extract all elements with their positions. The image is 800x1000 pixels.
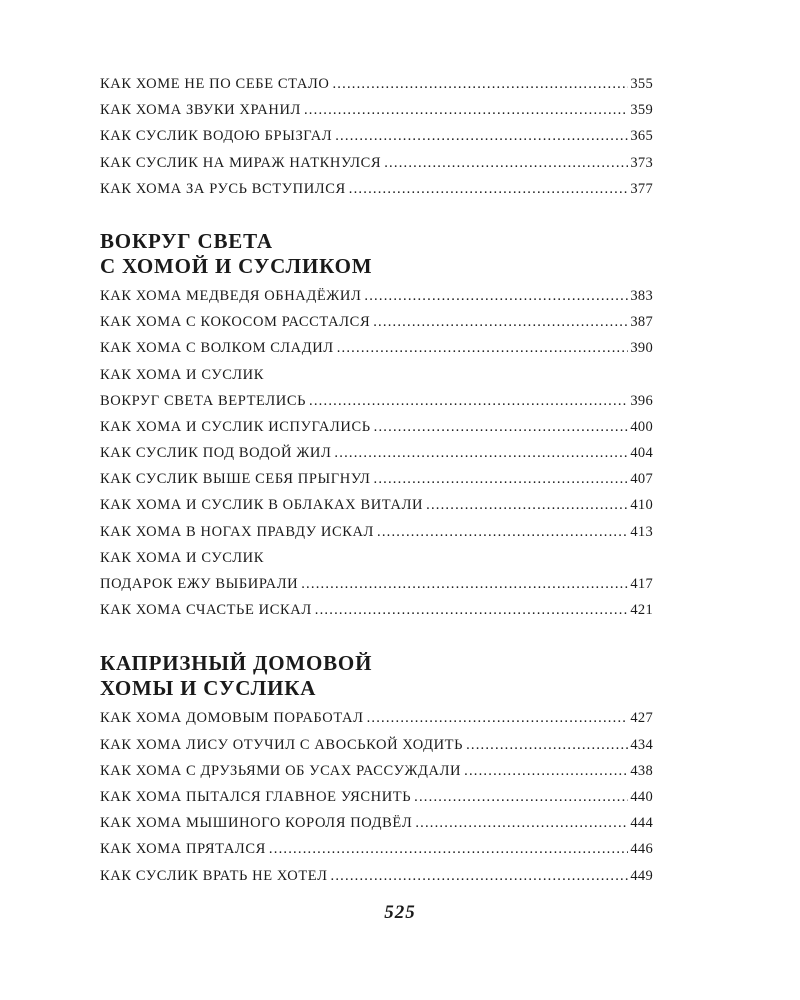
toc-entry-page: 390 <box>630 340 653 357</box>
toc-leader-dots <box>464 763 628 780</box>
toc-entry <box>100 128 653 154</box>
toc-entry-page: 434 <box>630 736 653 753</box>
toc-entry-title: КАК ХОМА ЗА РУСЬ ВСТУПИЛСЯ <box>100 180 346 197</box>
toc-entry-title: КАК СУСЛИК ПОД ВОДОЙ ЖИЛ <box>100 445 332 462</box>
toc-entry <box>100 710 653 736</box>
toc-entry <box>100 181 653 207</box>
toc-entry-page: 396 <box>630 392 653 409</box>
toc-entry-page: 413 <box>630 523 653 540</box>
toc-entry-title: КАК ХОМА СЧАСТЬЕ ИСКАЛ <box>100 602 312 619</box>
toc-entry-continued <box>100 367 653 393</box>
toc-entry-page: 365 <box>630 128 653 145</box>
toc-entry-title: КАК ХОМЕ НЕ ПО СЕБЕ СТАЛО <box>100 76 330 92</box>
toc-entry-page: 427 <box>630 710 653 727</box>
toc-entry-page: 377 <box>630 180 653 197</box>
toc-entry-page: 404 <box>630 445 653 462</box>
toc-entry <box>100 419 653 445</box>
toc-leader-dots <box>269 841 628 858</box>
toc-entry-title: КАК ХОМА И СУСЛИК ИСПУГАЛИСЬ <box>100 418 371 435</box>
toc-leader-dots <box>331 868 629 885</box>
toc-entry <box>100 524 653 550</box>
toc-leader-dots <box>374 419 629 436</box>
toc-entry-title: КАК ХОМА ПРЯТАЛСЯ <box>100 841 266 858</box>
toc-entry-title: ПОДАРОК ЕЖУ ВЫБИРАЛИ <box>100 576 299 592</box>
section-heading <box>100 651 653 701</box>
toc-leader-dots <box>349 181 629 198</box>
toc-entry-title: КАК ХОМА ЗВУКИ ХРАНИЛ <box>100 102 301 119</box>
toc-leader-dots <box>335 128 628 145</box>
toc-leader-dots <box>309 393 628 410</box>
toc-entry <box>100 789 653 815</box>
section-heading-line: ХОМЫ И СУСЛИКА <box>100 676 317 701</box>
table-of-contents <box>100 76 653 894</box>
toc-leader-dots <box>384 155 628 172</box>
toc-entry <box>100 602 653 628</box>
toc-entry-page: 407 <box>630 471 653 488</box>
toc-entry <box>100 815 653 841</box>
toc-leader-dots <box>426 497 628 514</box>
toc-entry-title: КАК ХОМА МЕДВЕДЯ ОБНАДЁЖИЛ <box>100 287 362 304</box>
toc-entry-page: 359 <box>630 102 653 119</box>
toc-entry-title: КАК СУСЛИК ВОДОЮ БРЫЗГАЛ <box>100 128 333 145</box>
toc-leader-dots <box>374 471 629 488</box>
toc-entry-continued <box>100 550 653 576</box>
toc-entry <box>100 340 653 366</box>
toc-leader-dots <box>334 445 628 462</box>
toc-entry-page: 417 <box>630 576 653 592</box>
toc-entry-title: КАК СУСЛИК ВРАТЬ НЕ ХОТЕЛ <box>100 867 328 884</box>
toc-entry-title: КАК ХОМА ПЫТАЛСЯ ГЛАВНОЕ УЯСНИТЬ <box>100 788 412 805</box>
toc-entry <box>100 288 653 314</box>
toc-entry-title: ВОКРУГ СВЕТА ВЕРТЕЛИСЬ <box>100 392 307 409</box>
toc-entry <box>100 76 653 102</box>
toc-entry-page: 410 <box>630 497 653 514</box>
toc-entry-page: 400 <box>630 418 653 435</box>
toc-leader-dots <box>414 789 628 806</box>
toc-entry-title: КАК ХОМА МЫШИНОГО КОРОЛЯ ПОДВЁЛ <box>100 815 413 832</box>
section-heading <box>100 229 653 279</box>
toc-leader-dots <box>304 102 628 119</box>
toc-entry <box>100 737 653 763</box>
toc-entry-title: КАК ХОМА И СУСЛИК <box>100 366 264 383</box>
toc-entry-title: КАК ХОМА С ВОЛКОМ СЛАДИЛ <box>100 340 334 357</box>
toc-leader-dots <box>466 737 628 754</box>
toc-leader-dots <box>315 602 629 619</box>
toc-entry <box>100 763 653 789</box>
toc-entry <box>100 471 653 497</box>
toc-entry-page: 446 <box>630 841 653 858</box>
toc-leader-dots <box>373 314 628 331</box>
toc-entry <box>100 497 653 523</box>
section-heading-line: КАПРИЗНЫЙ ДОМОВОЙ <box>100 651 373 676</box>
toc-entry <box>100 314 653 340</box>
toc-group-section2 <box>100 710 653 893</box>
toc-entry <box>100 445 653 471</box>
toc-entry-page: 355 <box>630 76 653 92</box>
toc-entry-title: КАК СУСЛИК ВЫШЕ СЕБЯ ПРЫГНУЛ <box>100 471 371 488</box>
toc-leader-dots <box>377 524 628 541</box>
toc-entry-page: 387 <box>630 314 653 331</box>
toc-entry-title: КАК ХОМА С ДРУЗЬЯМИ ОБ УСАХ РАССУЖДАЛИ <box>100 762 462 779</box>
toc-entry <box>100 841 653 867</box>
toc-entry <box>100 868 653 894</box>
toc-entry-page: 383 <box>630 287 653 304</box>
toc-leader-dots <box>301 576 628 593</box>
toc-leader-dots <box>415 815 628 832</box>
toc-entry-page: 444 <box>630 815 653 832</box>
toc-entry-title: КАК ХОМА В НОГАХ ПРАВДУ ИСКАЛ <box>100 523 374 540</box>
toc-entry <box>100 102 653 128</box>
toc-group-section1 <box>100 288 653 628</box>
toc-leader-dots <box>337 340 629 357</box>
toc-entry <box>100 155 653 181</box>
toc-entry-page: 449 <box>630 867 653 884</box>
toc-entry-page: 440 <box>630 788 653 805</box>
toc-leader-dots <box>332 76 628 93</box>
page-number: 525 <box>384 902 416 923</box>
toc-entry-title: КАК ХОМА С КОКОСОМ РАССТАЛСЯ <box>100 314 371 331</box>
toc-entry-title: КАК ХОМА И СУСЛИК В ОБЛАКАХ ВИТАЛИ <box>100 497 424 514</box>
section-heading-line: ВОКРУГ СВЕТА <box>100 228 273 253</box>
toc-leader-dots <box>364 288 628 305</box>
toc-entry-title: КАК ХОМА ДОМОВЫМ ПОРАБОТАЛ <box>100 710 364 727</box>
toc-leader-dots <box>367 710 629 727</box>
toc-entry <box>100 576 653 602</box>
toc-entry-page: 438 <box>630 762 653 779</box>
toc-entry-title: КАК ХОМА И СУСЛИК <box>100 549 264 566</box>
section-heading-line: С ХОМОЙ И СУСЛИКОМ <box>100 253 373 278</box>
toc-entry <box>100 393 653 419</box>
toc-entry-page: 373 <box>630 154 653 171</box>
toc-entry-title: КАК ХОМА ЛИСУ ОТУЧИЛ С АВОСЬКОЙ ХОДИТЬ <box>100 736 464 753</box>
toc-entry-page: 421 <box>630 602 653 619</box>
toc-group-top <box>100 76 653 207</box>
toc-entry-title: КАК СУСЛИК НА МИРАЖ НАТКНУЛСЯ <box>100 154 382 171</box>
